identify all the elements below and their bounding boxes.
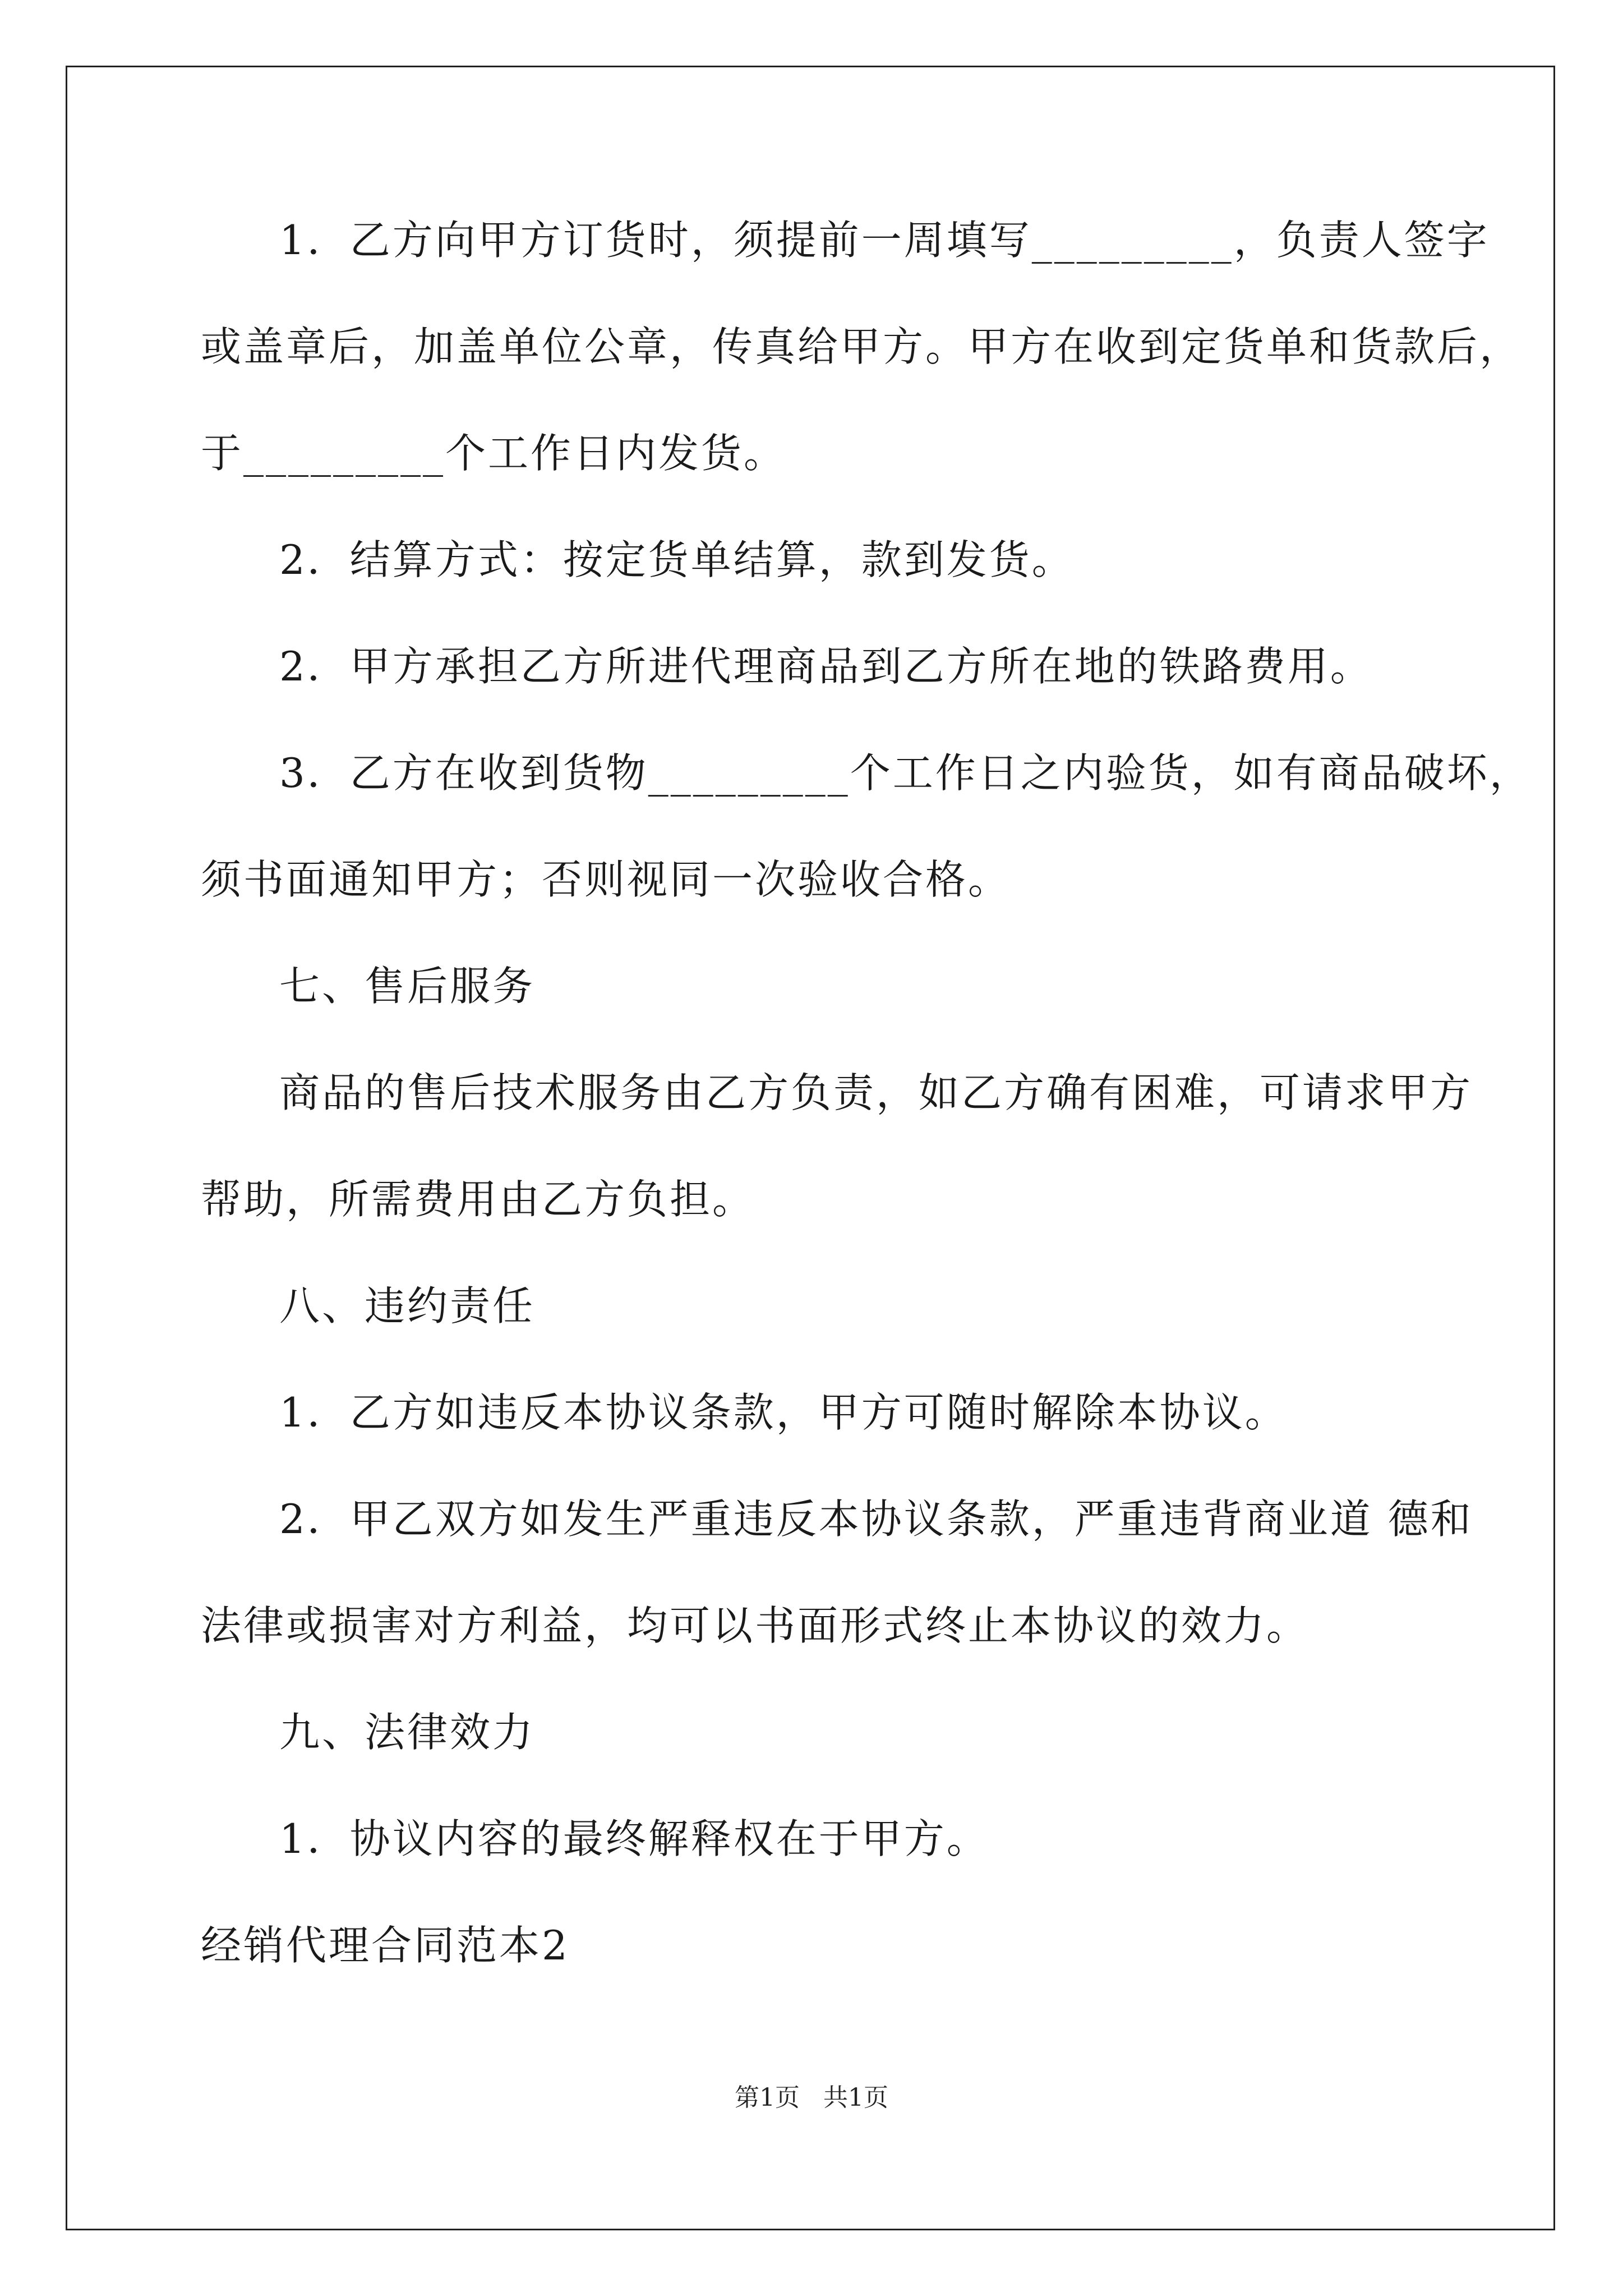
clause-settlement: 2．结算方式：按定货单结算，款到发货。 [279, 536, 1075, 583]
section-heading-after-sales: 七、售后服务 [279, 963, 536, 1010]
page-border [66, 66, 1555, 2230]
clause-inspection-line-1: 3．乙方在收到货物_________个工作日之内验货，如有商品破坏， [279, 749, 1532, 797]
page-footer: 第1页 共1页 [735, 2083, 888, 2112]
document-subtitle: 经销代理合同范本2 [201, 1922, 570, 1969]
clause-ordering-line-2: 或盖章后，加盖单位公章，传真给甲方。甲方在收到定货单和货款后， [201, 323, 1523, 370]
section-heading-legal-effect: 九、法律效力 [279, 1709, 536, 1756]
clause-inspection-line-2: 须书面通知甲方；否则视同一次验收合格。 [201, 856, 1011, 903]
clause-breach-1: 1．乙方如违反本协议条款，甲方可随时解除本协议。 [279, 1389, 1288, 1436]
clause-after-sales-line-2: 帮助，所需费用由乙方负担。 [201, 1176, 755, 1223]
clause-after-sales-line-1: 商品的售后技术服务由乙方负责，如乙方确有困难，可请求甲方 [279, 1069, 1473, 1116]
clause-freight: 2．甲方承担乙方所进代理商品到乙方所在地的铁路费用。 [279, 643, 1373, 690]
clause-breach-2-line-2: 法律或损害对方利益，均可以书面形式终止本协议的效力。 [201, 1602, 1310, 1649]
clause-legal-effect-1: 1．协议内容的最终解释权在于甲方。 [279, 1815, 989, 1862]
clause-ordering-line-3: 于_________个工作日内发货。 [201, 430, 787, 477]
section-heading-breach: 八、违约责任 [279, 1282, 536, 1329]
clause-breach-2-line-1: 2．甲乙双方如发生严重违反本协议条款，严重违背商业道 德和 [279, 1496, 1473, 1543]
clause-ordering-line-1: 1．乙方向甲方订货时，须提前一周填写_________，负责人签字 [279, 217, 1490, 264]
